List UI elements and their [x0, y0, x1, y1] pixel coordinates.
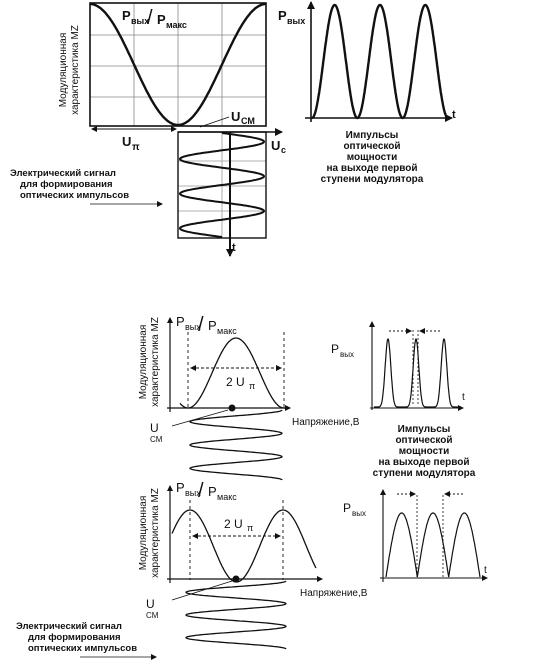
svg-text:на выходе первой: на выходе первой	[326, 163, 418, 174]
top-t-label: t	[232, 242, 236, 254]
bot-voltage-label: Напряжение,В	[300, 588, 368, 599]
svg-text:U: U	[231, 109, 241, 124]
svg-text:U: U	[271, 138, 281, 153]
svg-text:ступени модулятора: ступени модулятора	[372, 468, 476, 479]
svg-text:макс: макс	[217, 492, 237, 502]
svg-text:2 U: 2 U	[226, 375, 245, 389]
svg-text:P: P	[208, 318, 217, 333]
top-ratio-label	[122, 7, 187, 30]
svg-text:для формирования: для формирования	[20, 179, 113, 190]
mid-pulses-plot	[370, 322, 463, 410]
svg-text:/: /	[198, 314, 204, 336]
bot-y-axis-label-2: характеристика MZ	[150, 488, 161, 578]
bot-ratio-label	[176, 480, 237, 502]
svg-text:оптических импульсов: оптических импульсов	[28, 643, 138, 654]
svg-text:P: P	[331, 342, 340, 356]
svg-text:Электрический сигнал: Электрический сигнал	[10, 168, 116, 179]
svg-text:оптических импульсов: оптических импульсов	[20, 190, 130, 201]
top-pout-label	[278, 8, 305, 26]
top-u-cm-label	[231, 109, 255, 126]
svg-text:мощности: мощности	[346, 152, 398, 163]
mid-pulses-wave	[374, 339, 458, 407]
svg-text:U: U	[122, 134, 132, 149]
svg-text:СМ: СМ	[150, 435, 163, 444]
svg-text:СМ: СМ	[146, 611, 159, 620]
top-signal-plot	[178, 132, 282, 256]
svg-text:макс: макс	[217, 326, 237, 336]
svg-text:Электрический сигнал: Электрический сигнал	[16, 621, 122, 632]
svg-text:π: π	[249, 381, 256, 391]
mid-pulses-caption	[373, 424, 476, 479]
mid-u-cm-label	[150, 421, 163, 444]
svg-text:U: U	[146, 597, 155, 611]
bot-bias-point	[233, 576, 240, 583]
svg-text:π: π	[247, 523, 254, 533]
svg-text:/: /	[198, 480, 204, 502]
svg-text:макс: макс	[166, 20, 187, 30]
mid-transfer-characteristic	[167, 318, 290, 480]
svg-text:ступени модулятора: ступени модулятора	[320, 174, 424, 185]
bot-transfer-characteristic	[167, 486, 322, 649]
svg-text:/: /	[147, 7, 153, 29]
svg-text:вых: вых	[340, 350, 354, 359]
top-y-axis-label-2: характеристика MZ	[70, 25, 81, 115]
bot-pulses-plot	[380, 490, 487, 582]
mid-pulses-t-label: t	[462, 392, 465, 403]
top-y-axis-label-1: Модуляционная	[58, 32, 69, 108]
svg-text:мощности: мощности	[398, 446, 450, 457]
mid-voltage-label: Напряжение,В	[292, 417, 360, 428]
bot-pout-label	[343, 501, 366, 518]
mid-pout-label	[331, 342, 354, 359]
svg-text:СМ: СМ	[241, 116, 255, 126]
top-pulses-t-label: t	[452, 109, 456, 121]
svg-text:оптической: оптической	[343, 141, 401, 152]
mid-bias-point	[229, 405, 236, 412]
bot-y-axis-label-1: Модуляционная	[138, 495, 149, 571]
bot-pulses-wave	[386, 513, 480, 577]
svg-text:P: P	[176, 480, 185, 495]
top-uc-label	[271, 138, 286, 155]
top-pulses-wave	[312, 5, 448, 118]
top-signal-caption	[10, 168, 129, 201]
top-pulses-caption	[321, 130, 424, 185]
svg-text:P: P	[343, 501, 352, 515]
svg-text:на выходе первой: на выходе первой	[378, 457, 470, 468]
svg-text:вых: вых	[185, 488, 201, 498]
mid-2upi-label	[226, 375, 255, 391]
svg-text:U: U	[150, 421, 159, 435]
svg-text:P: P	[176, 314, 185, 329]
mid-mz-curve	[180, 338, 288, 408]
svg-text:вых: вых	[185, 322, 201, 332]
svg-text:π: π	[132, 142, 140, 153]
svg-text:P: P	[122, 8, 131, 23]
svg-text:Импульсы: Импульсы	[397, 424, 451, 435]
svg-text:P: P	[208, 484, 217, 499]
svg-text:P: P	[278, 8, 287, 23]
svg-text:вых: вых	[352, 509, 366, 518]
mid-signal-wave	[190, 410, 282, 480]
bot-pulses-t-label: t	[484, 565, 487, 576]
top-pulses-plot	[305, 2, 452, 122]
mid-y-axis-label-2: характеристика MZ	[150, 317, 161, 407]
bot-u-cm-label	[146, 597, 159, 620]
svg-text:c: c	[281, 145, 287, 155]
mid-y-axis-label-1: Модуляционная	[138, 324, 149, 400]
svg-text:2 U: 2 U	[224, 517, 243, 531]
svg-text:оптической: оптической	[395, 435, 453, 446]
svg-text:для формирования: для формирования	[28, 632, 121, 643]
top-u-pi-label	[122, 134, 140, 153]
svg-text:Импульсы: Импульсы	[345, 130, 399, 141]
mid-ratio-label	[176, 314, 237, 336]
svg-text:вых: вых	[131, 16, 150, 26]
bot-mz-curve	[172, 510, 316, 582]
svg-text:вых: вых	[287, 16, 306, 26]
bot-signal-caption	[16, 621, 137, 654]
svg-text:P: P	[157, 12, 166, 27]
bot-2upi-label	[224, 517, 253, 533]
